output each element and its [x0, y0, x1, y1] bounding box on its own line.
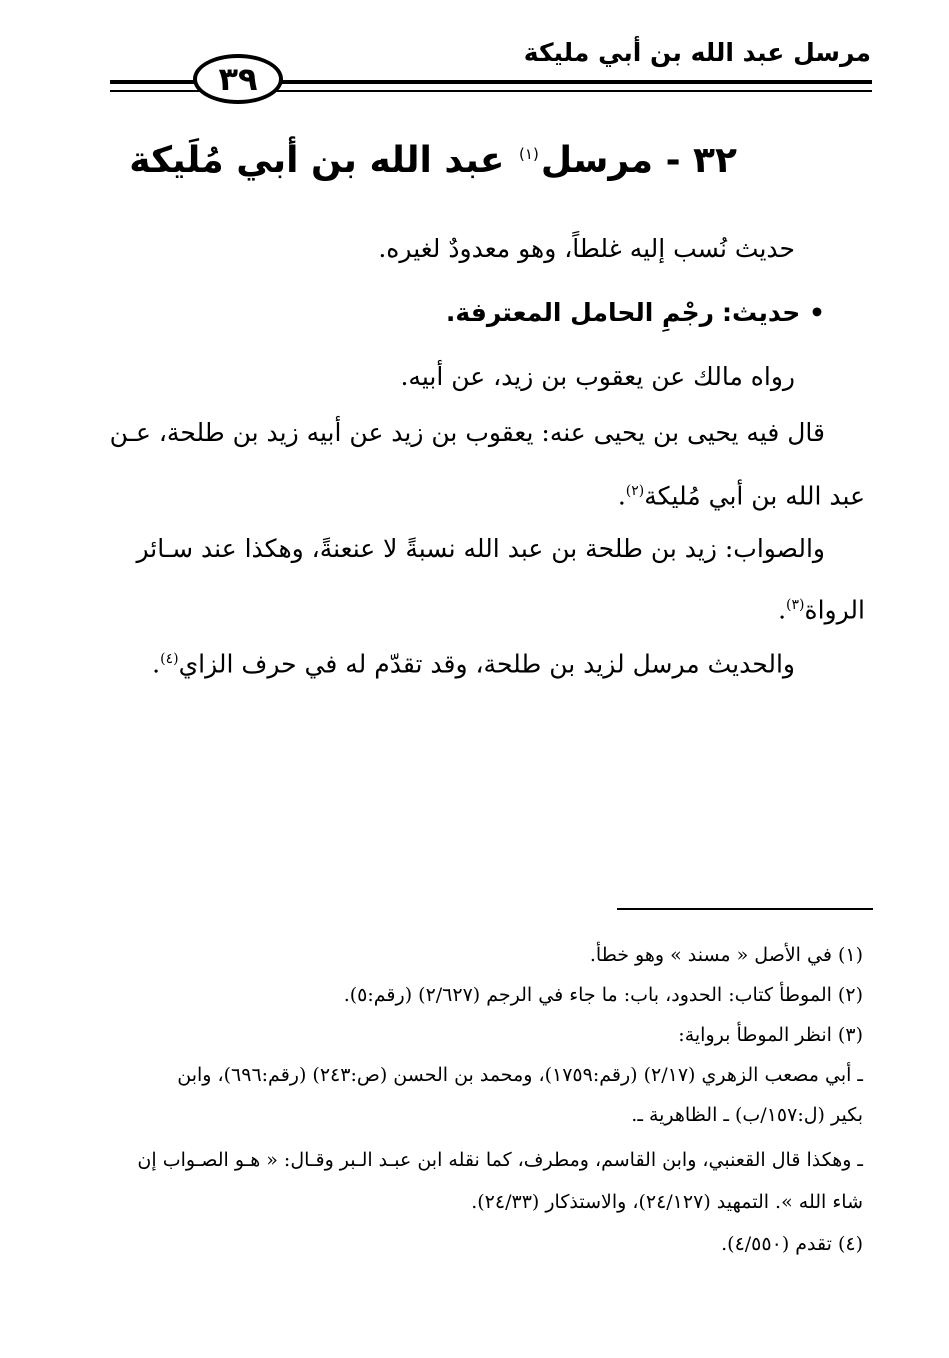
footnote-3-line-4: شاء الله ». التمهيد (٢٤/١٢٧)، والاستذكار (٢٤/٣٣).	[471, 1191, 863, 1213]
paragraph-2-line-1: قال فيه يحيى بن يحيى عنه: يعقوب بن زيد عن أبيه زيد بن طلحة، عـن	[109, 418, 825, 447]
paragraph-3-line-2	[778, 578, 865, 637]
hadith-heading	[446, 286, 825, 340]
paragraph-3-text: الرواة	[804, 595, 865, 625]
footnote-1: (١) في الأصل « مسند » وهو خطأ.	[589, 944, 863, 966]
footnote-3-line-3: ـ وهكذا قال القعنبي، وابن القاسم، ومطرف، كما نقله ابن عبـد الـبر وقـال: « هـو الصـواب إن	[137, 1149, 863, 1171]
footnote-3-line-1: ـ أبي مصعب الزهري (٢/١٧) (رقم:١٧٥٩)، ومحمد بن الحسن (ص:٢٤٣) (رقم:٦٩٦)، وابن	[177, 1064, 863, 1086]
page-number: ٣٩	[193, 54, 283, 104]
intro-paragraph: حديث نُسب إليه غلطاً، وهو معدودٌ لغيره.	[378, 234, 795, 263]
footnote-3-line-2: بكير (ل:١٥٧/ب) ـ الظاهرية ـ.	[631, 1104, 863, 1126]
chapter-number: ٣٢ - مرسل	[540, 140, 737, 181]
chapter-name: عبد الله بن أبي مُلَيكة	[129, 140, 505, 181]
paragraph-4	[152, 632, 795, 691]
chapter-footnote-ref: (١)	[519, 145, 539, 163]
footnote-4: (٤) تقدم (٤/٥٥٠).	[721, 1233, 863, 1255]
paragraph-2-text: عبد الله بن أبي مُليكة	[644, 481, 865, 511]
paragraph-4-text: والحديث مرسل لزيد بن طلحة، وقد تقدّم له في حرف الزاي	[178, 649, 795, 679]
paragraph-2-end: .	[617, 481, 626, 511]
chapter-title	[129, 140, 737, 181]
footnote-3: (٣) انظر الموطأ برواية:	[678, 1024, 863, 1046]
paragraph-3-end: .	[778, 595, 787, 625]
paragraph-4-end: .	[152, 649, 161, 679]
hadith-text: رجْمِ الحامل المعترفة.	[445, 298, 715, 327]
footnote-divider	[617, 908, 873, 910]
footnote-2: (٢) الموطأ كتاب: الحدود، باب: ما جاء في الرجم (٢/٦٢٧) (رقم:٥).	[343, 984, 863, 1006]
paragraph-2-line-2	[618, 464, 865, 523]
footnote-ref-2: (٢)	[625, 483, 645, 499]
footnote-ref-4: (٤)	[160, 651, 179, 667]
footnote-ref-3: (٣)	[786, 597, 805, 613]
running-title: مرسل عبد الله بن أبي مليكة	[523, 38, 871, 67]
hadith-label: • حديث:	[722, 298, 825, 327]
paragraph-1: رواه مالك عن يعقوب بن زيد، عن أبيه.	[400, 362, 795, 391]
paragraph-3-line-1: والصواب: زيد بن طلحة بن عبد الله نسبةً لا عنعنةً، وهكذا عند سـائر	[136, 534, 825, 563]
